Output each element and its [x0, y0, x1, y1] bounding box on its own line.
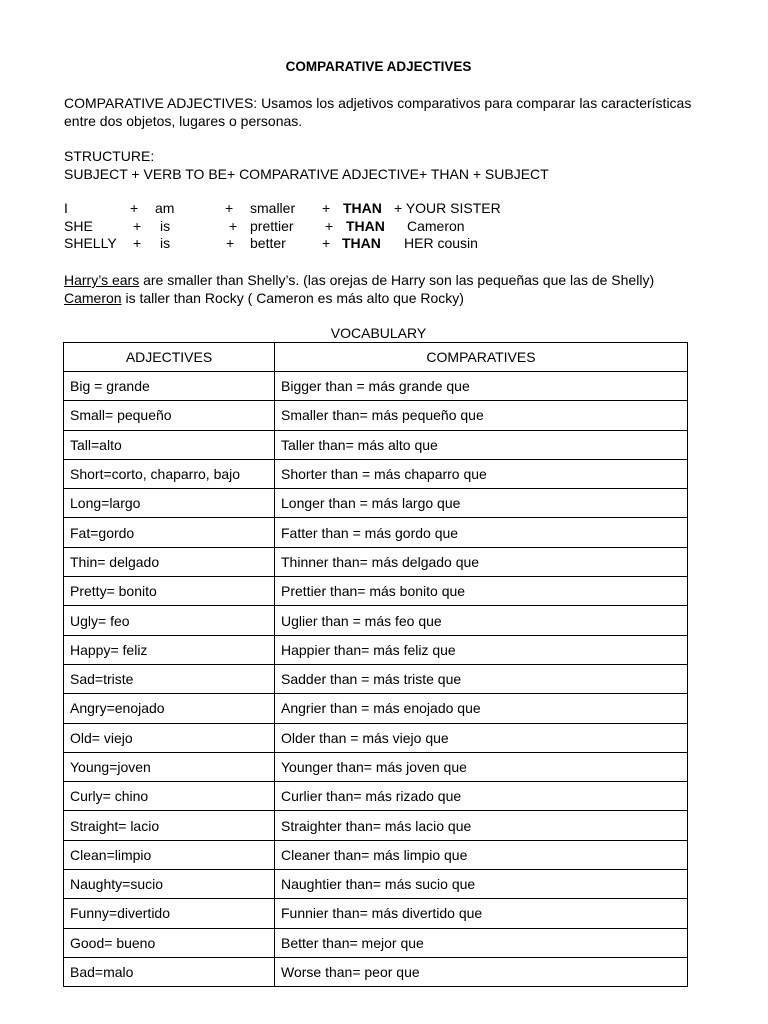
table-row	[64, 547, 688, 576]
table-row	[64, 811, 688, 840]
comparative-cell: Cleaner than= más limpio que	[275, 840, 688, 869]
adjective-cell: Bad=malo	[64, 957, 275, 986]
comparative-cell: Angrier than = más enojado que	[275, 694, 688, 723]
comparative-cell: Shorter than = más chaparro que	[275, 459, 688, 488]
adjective-cell: Short=corto, chaparro, bajo	[64, 459, 275, 488]
comparative-cell: Curlier than= más rizado que	[275, 782, 688, 811]
example-plus: +	[325, 217, 334, 234]
sentence-text: are smaller than Shelly’s. (las orejas de Harry son las pequeñas que las de Shelly)	[139, 272, 655, 288]
example-than: THAN	[342, 235, 381, 251]
adjective-cell: Small= pequeño	[64, 401, 275, 430]
sentence-text: is taller than Rocky ( Cameron es más alto que Rocky)	[121, 290, 464, 306]
table-row	[64, 840, 688, 869]
comparative-cell: Smaller than= más pequeño que	[275, 401, 688, 430]
sentence-subject: Cameron	[64, 290, 122, 306]
adjective-cell: Long=largo	[64, 489, 275, 518]
adjective-cell: Curly= chino	[64, 782, 275, 811]
adjective-cell: Good= bueno	[64, 928, 275, 957]
example-plus: +	[322, 200, 331, 216]
example-plus: +	[229, 217, 238, 234]
adjective-cell: Funny=divertido	[64, 899, 275, 928]
structure-section	[64, 147, 549, 183]
comparative-cell: Naughtier than= más sucio que	[275, 870, 688, 899]
adjective-cell: Sad=triste	[64, 664, 275, 693]
adjective-cell: Angry=enojado	[64, 694, 275, 723]
example-adjective: better	[250, 235, 286, 251]
table-body	[64, 372, 688, 987]
example-sentence	[64, 271, 654, 289]
comparative-cell: Bigger than = más grande que	[275, 372, 688, 401]
example-verb: is	[160, 217, 171, 234]
table-row	[64, 430, 688, 459]
table-row	[64, 518, 688, 547]
comparative-cell: Better than= mejor que	[275, 928, 688, 957]
table-row	[64, 635, 688, 664]
example-than: THAN	[343, 200, 382, 216]
example-plus: +	[322, 235, 331, 251]
example-sentence	[64, 289, 654, 307]
table-row	[64, 401, 688, 430]
table-row	[64, 752, 688, 781]
example-verb: is	[160, 235, 171, 251]
comparative-cell: Fatter than = más gordo que	[275, 518, 688, 547]
column-header-adjectives: ADJECTIVES	[64, 343, 275, 372]
column-header-comparatives: COMPARATIVES	[275, 343, 688, 372]
adjective-cell: Old= viejo	[64, 723, 275, 752]
table-header-row	[64, 343, 688, 372]
structure-formula: SUBJECT + VERB TO BE+ COMPARATIVE ADJECTIVE+ THAN + SUBJECT	[64, 166, 549, 182]
adjective-cell: Tall=alto	[64, 430, 275, 459]
example-object: HER cousin	[404, 235, 478, 251]
example-object: Cameron	[407, 217, 465, 234]
page-title: COMPARATIVE ADJECTIVES	[285, 59, 472, 74]
comparative-cell: Prettier than= más bonito que	[275, 577, 688, 606]
adjective-cell: Thin= delgado	[64, 547, 275, 576]
adjective-cell: Young=joven	[64, 752, 275, 781]
example-plus: +	[133, 217, 142, 234]
comparative-cell: Happier than= más feliz que	[275, 635, 688, 664]
comparative-cell: Funnier than= más divertido que	[275, 899, 688, 928]
vocabulary-title: VOCABULARY	[330, 325, 427, 341]
comparative-cell: Uglier than = más feo que	[275, 606, 688, 635]
adjective-cell: Pretty= bonito	[64, 577, 275, 606]
example-plus: +	[226, 235, 235, 251]
table-row	[64, 928, 688, 957]
example-adjective: smaller	[250, 200, 296, 216]
adjective-cell: Big = grande	[64, 372, 275, 401]
adjective-cell: Happy= feliz	[64, 635, 275, 664]
example-than: THAN	[346, 217, 385, 234]
adjective-cell: Naughty=sucio	[64, 870, 275, 899]
example-plus: +	[130, 200, 139, 216]
example-subject: I	[64, 200, 68, 216]
comparative-cell: Older than = más viejo que	[275, 723, 688, 752]
table-row	[64, 577, 688, 606]
adjective-cell: Clean=limpio	[64, 840, 275, 869]
comparative-cell: Thinner than= más delgado que	[275, 547, 688, 576]
table-row	[64, 723, 688, 752]
example-plus: +	[133, 235, 142, 251]
example-object: + YOUR SISTER	[394, 200, 501, 216]
table-row	[64, 694, 688, 723]
comparative-cell: Longer than = más largo que	[275, 489, 688, 518]
table-row	[64, 459, 688, 488]
table-row	[64, 899, 688, 928]
example-sentences	[64, 271, 654, 307]
example-subject: SHELLY	[64, 235, 117, 251]
table-row	[64, 782, 688, 811]
example-subject: SHE	[64, 217, 93, 234]
table-row	[64, 489, 688, 518]
table-row	[64, 870, 688, 899]
structure-label: STRUCTURE:	[64, 148, 155, 164]
comparative-cell: Straighter than= más lacio que	[275, 811, 688, 840]
comparative-cell: Sadder than = más triste que	[275, 664, 688, 693]
table-row	[64, 372, 688, 401]
example-plus: +	[225, 200, 234, 216]
sentence-subject: Harry’s ears	[64, 272, 140, 288]
adjective-cell: Ugly= feo	[64, 606, 275, 635]
adjective-cell: Straight= lacio	[64, 811, 275, 840]
table-row	[64, 957, 688, 986]
vocabulary-table	[63, 342, 688, 987]
adjective-cell: Fat=gordo	[64, 518, 275, 547]
example-adjective: prettier	[250, 217, 294, 234]
table-row	[64, 606, 688, 635]
intro-paragraph: COMPARATIVE ADJECTIVES: Usamos los adjetivos comparativos para comparar las características entre dos objetos, lugares o personas.	[64, 95, 692, 129]
example-verb: am	[155, 200, 175, 216]
comparative-cell: Younger than= más joven que	[275, 752, 688, 781]
comparative-cell: Worse than= peor que	[275, 957, 688, 986]
comparative-cell: Taller than= más alto que	[275, 430, 688, 459]
table-row	[64, 664, 688, 693]
